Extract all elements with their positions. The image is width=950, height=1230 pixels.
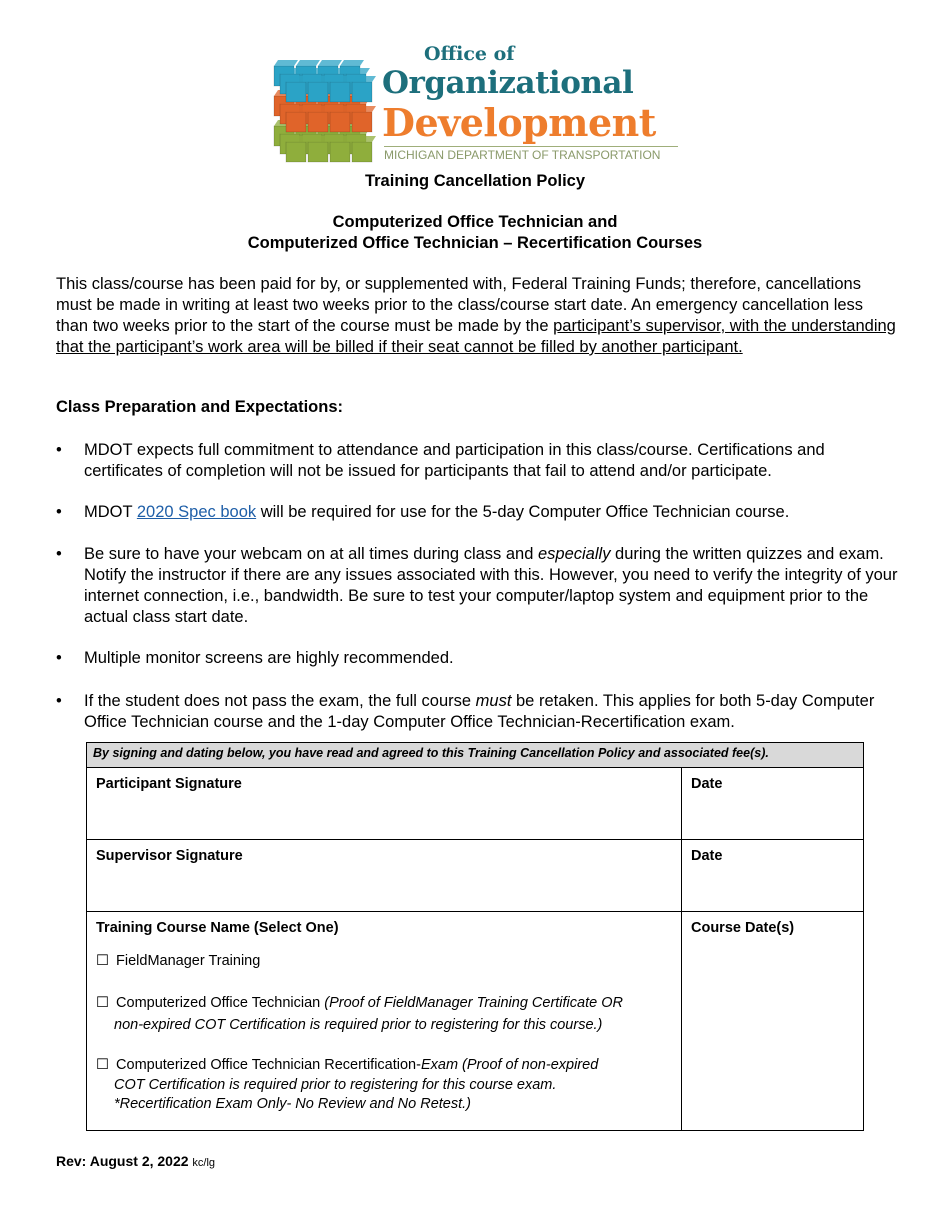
cube	[308, 142, 328, 162]
cube-top	[330, 106, 354, 112]
participant-signature-field[interactable]	[87, 768, 682, 840]
option-label: Computerized Office Technician Recertification-	[116, 1057, 421, 1073]
logo-mdot: MICHIGAN DEPARTMENT OF TRANSPORTATION	[384, 148, 661, 162]
cube	[308, 112, 328, 132]
option-label: Computerized Office Technician	[116, 995, 325, 1011]
cube-top	[286, 106, 310, 112]
option-label: FieldManager Training	[116, 953, 261, 969]
logo-rule	[384, 146, 678, 147]
bullet-text: Multiple monitor screens are highly recommended.	[84, 649, 454, 667]
cube	[330, 82, 350, 102]
cube	[286, 142, 306, 162]
cube-top	[352, 76, 376, 82]
bullet-spec-book	[56, 502, 906, 523]
participant-date-field[interactable]	[682, 768, 864, 840]
cube-top	[302, 68, 326, 74]
signature-table	[86, 742, 864, 1131]
cube-top	[324, 68, 348, 74]
course-dates-label: Course Date(s)	[691, 920, 795, 936]
checkbox-icon[interactable]: ☐	[96, 953, 109, 969]
cube	[352, 82, 372, 102]
date-label: Date	[691, 776, 723, 792]
logo-organizational: Organizational	[382, 65, 634, 101]
checkbox-icon[interactable]: ☐	[96, 995, 109, 1011]
cube-top	[318, 60, 342, 66]
cube-top	[286, 76, 310, 82]
option-note: *Recertification Exam Only- No Review and No Retest.)	[114, 1096, 471, 1112]
option-note: Exam (Proof of non-expired	[420, 1057, 599, 1073]
option-cot-recert[interactable]	[96, 1054, 672, 1114]
logo	[270, 44, 680, 164]
section-heading: Class Preparation and Expectations:	[56, 398, 344, 416]
bullet-icon: •	[56, 692, 62, 710]
supervisor-signature-field[interactable]	[87, 840, 682, 912]
bullet-text-pre: Be sure to have your webcam on at all times during class and	[84, 545, 538, 563]
option-note: COT Certification is required prior to registering for this course exam.	[114, 1077, 557, 1093]
intro-paragraph	[56, 274, 896, 358]
supervisor-date-field[interactable]	[682, 840, 864, 912]
cube	[286, 82, 306, 102]
cube	[308, 82, 328, 102]
bullet-webcam	[56, 544, 906, 628]
spec-book-link[interactable]: 2020 Spec book	[136, 503, 257, 521]
intro-text: This class/course has been paid for by, or supplemented with, Federal Training Funds; therefore, cancellations must be made in writing at least two weeks prior to the class/course start date. An emergency cancellation less than two weeks prior to the start of the course must be made by the	[56, 275, 864, 335]
bullet-text-pre: MDOT	[84, 503, 137, 521]
course-name-label: Training Course Name (Select One)	[96, 920, 339, 936]
option-cot[interactable]	[96, 992, 672, 1036]
bullet-emphasis: must	[475, 692, 512, 710]
page-title: Training Cancellation Policy	[364, 172, 586, 190]
option-fieldmanager[interactable]	[96, 950, 672, 972]
bullet-text-post: during the written quizzes and exam. Notify the instructor if there are any issues associated with this. However, you need to verify the integrity of your internet connection, i.e., bandwidth. Be sure to test your computer/laptop system and equipment prior to the actual class start date.	[84, 545, 898, 626]
revision-date: Rev: August 2, 2022	[56, 1153, 189, 1169]
cube-top	[352, 106, 376, 112]
bullet-text-post: be retaken. This applies for both 5-day Computer Office Technician course and the 1-day Computer Office Technician-Recertification exam.	[84, 692, 875, 731]
logo-office-of: Office of	[424, 43, 515, 65]
cube	[352, 142, 372, 162]
cube-top	[346, 68, 370, 74]
checkbox-icon[interactable]: ☐	[96, 1057, 109, 1073]
cube-top	[352, 136, 376, 142]
cube	[352, 112, 372, 132]
course-selection-cell	[87, 912, 682, 1131]
cube-top	[330, 136, 354, 142]
bullet-text-pre: If the student does not pass the exam, the full course	[84, 692, 476, 710]
revision-initials: kc/lg	[192, 1157, 216, 1169]
cube-top	[308, 106, 332, 112]
cube	[330, 112, 350, 132]
cube	[330, 142, 350, 162]
bullet-text	[84, 544, 906, 628]
cube	[286, 112, 306, 132]
option-note: non-expired COT Certification is required prior to registering for this course.)	[114, 1017, 603, 1033]
subtitle-line-2: Computerized Office Technician – Recertification Courses	[247, 234, 703, 252]
bullet-retake	[56, 691, 906, 733]
cube-top	[340, 60, 364, 66]
cube-top	[274, 60, 298, 66]
agreement-header: By signing and dating below, you have read and agreed to this Training Cancellation Policy and associated fee(s).	[87, 743, 864, 768]
logo-development: Development	[382, 100, 656, 145]
cubes-graphic-icon	[270, 58, 382, 164]
bullet-icon: •	[56, 649, 62, 667]
bullet-text-post: will be required for use for the 5-day Computer Office Technician course.	[256, 503, 790, 521]
intro-underlined-text: participant’s supervisor, with the understanding that the participant’s work area will be billed if their seat cannot be filled by another participant.	[56, 317, 896, 356]
bullet-text	[84, 502, 906, 523]
cube-top	[286, 136, 310, 142]
bullet-text	[84, 691, 906, 733]
supervisor-signature-label: Supervisor Signature	[96, 848, 243, 864]
bullet-attendance	[56, 440, 906, 482]
cube-top	[308, 136, 332, 142]
subtitle-line-1: Computerized Office Technician and	[332, 213, 618, 231]
bullet-icon: •	[56, 441, 62, 459]
cube-top	[296, 60, 320, 66]
cube-top	[330, 76, 354, 82]
course-dates-field[interactable]	[682, 912, 864, 1131]
bullet-emphasis: especially	[537, 545, 611, 563]
bullet-text: MDOT expects full commitment to attendance and participation in this class/course. Certifications and certificates of completion will not be issued for participants that fail to attend and/or participate.	[84, 441, 825, 480]
cube-top	[280, 68, 304, 74]
participant-signature-label: Participant Signature	[96, 776, 242, 792]
bullet-icon: •	[56, 503, 62, 521]
cube-top	[308, 76, 332, 82]
bullet-icon: •	[56, 545, 62, 563]
revision-footer	[56, 1153, 215, 1169]
bullet-monitors	[56, 648, 906, 669]
option-note: (Proof of FieldManager Training Certificate OR	[324, 995, 623, 1011]
date-label: Date	[691, 848, 723, 864]
